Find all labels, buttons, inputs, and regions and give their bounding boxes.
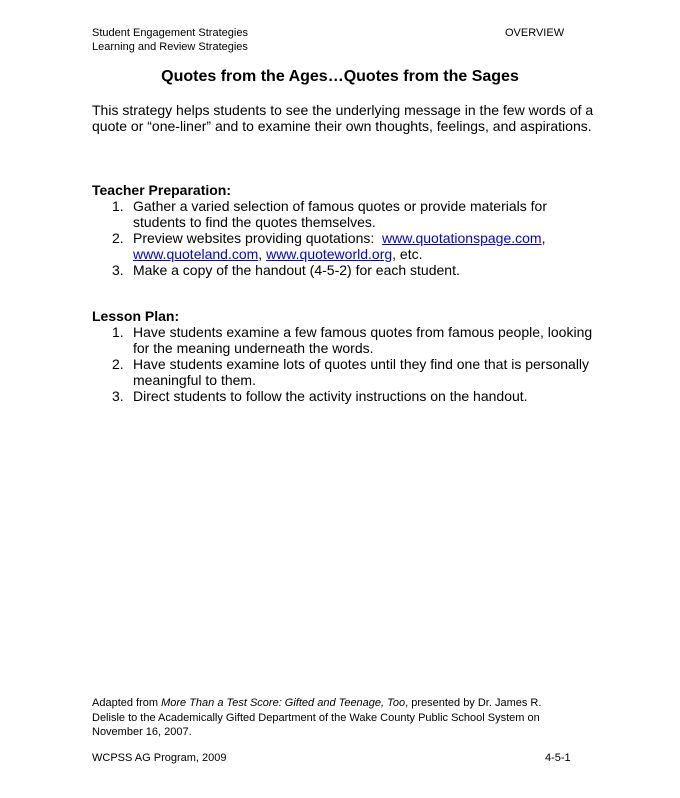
footer-program: WCPSS AG Program, 2009 xyxy=(92,752,227,764)
running-header xyxy=(92,26,248,54)
attribution-line-1 xyxy=(92,696,541,711)
list-number: 1. xyxy=(112,324,124,340)
line: meaningful to them. xyxy=(133,372,256,388)
attribution-line-2: Delisle to the Academically Gifted Department of the Wake County Public School System on xyxy=(92,711,540,724)
list-text xyxy=(133,324,592,356)
link-quoteland[interactable]: www.quoteland.com xyxy=(133,246,259,262)
list-number: 2. xyxy=(112,356,124,372)
header-line-2: Learning and Review Strategies xyxy=(92,41,248,53)
line: for the meaning underneath the words. xyxy=(133,340,374,356)
list-number: 3. xyxy=(112,388,124,404)
line: Preview websites providing quotations: xyxy=(133,230,383,246)
page-number: 4-5-1 xyxy=(545,752,571,764)
list-text: Direct students to follow the activity instructions on the handout. xyxy=(133,388,528,404)
list-number: 2. xyxy=(112,230,124,246)
attribution-line-3: November 16, 2007. xyxy=(92,726,192,738)
lesson-plan-heading: Lesson Plan: xyxy=(92,308,180,324)
intro-line-1: This strategy helps students to see the underlying message in the few words of a xyxy=(92,102,594,118)
link-quotationspage[interactable]: www.quotationspage.com xyxy=(382,230,542,246)
link-quoteworld[interactable]: www.quoteworld.org xyxy=(266,246,393,262)
line: Gather a varied selection of famous quotes or provide materials for xyxy=(133,198,547,214)
list-text xyxy=(133,198,547,230)
list-text: Make a copy of the handout (4-5-2) for each student. xyxy=(133,262,460,278)
intro-paragraph xyxy=(92,102,593,134)
line: Have students examine a few famous quotes from famous people, looking xyxy=(133,324,593,340)
etc: , etc. xyxy=(392,246,423,262)
line: Have students examine lots of quotes until they find one that is personally xyxy=(133,356,590,372)
intro-line-2: quote or “one-liner” and to examine their own thoughts, feelings, and aspirations. xyxy=(92,118,592,134)
list-number: 3. xyxy=(112,262,124,278)
header-line-1: Student Engagement Strategies xyxy=(92,27,248,39)
teacher-prep-heading: Teacher Preparation: xyxy=(92,182,232,198)
list-text xyxy=(133,356,589,388)
list-text xyxy=(133,230,545,262)
book-title: More Than a Test Score: Gifted and Teenage, Too xyxy=(161,697,406,709)
attribution xyxy=(92,696,541,740)
text: , presented by Dr. James R. xyxy=(405,697,542,709)
comma: , xyxy=(541,230,546,246)
page-title: Quotes from the Ages…Quotes from the Sages xyxy=(161,68,519,85)
list-number: 1. xyxy=(112,198,124,214)
text: Adapted from xyxy=(92,697,162,709)
header-overview: OVERVIEW xyxy=(505,27,565,39)
comma: , xyxy=(258,246,267,262)
line: students to find the quotes themselves. xyxy=(133,214,376,230)
